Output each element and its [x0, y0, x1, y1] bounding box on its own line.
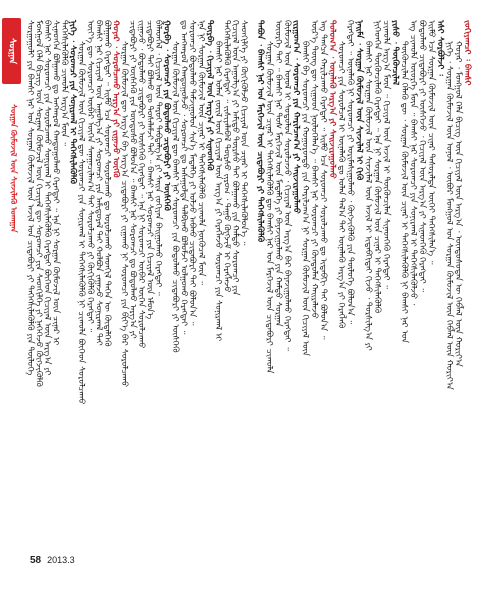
text-line: ᠳᠠᠪᠤᠨ ᠂ ᠪᠠᠭᠰᠢ ᠨᠠᠷ ᠤᠨ ᠮᠡᠷᠭᠡᠵᠢᠯ ᠦᠨ ᠴᠢᠳᠠᠪᠤᠷᠢ ᠶᠢ ᠳᠡᠭᠡᠭᠰᠢᠯᠡᠭᠦᠯᠬᠦ — [255, 20, 265, 243]
text-line: ᠪᠠᠭᠰᠢ ᠨᠠᠷ ᠰᠤᠷᠭᠠᠨ ᠬᠦᠮᠦᠵᠢᠯ ᠦᠨ ᠰᠢᠨᠵᠢᠯᠡᠯ ᠦᠨ ᠠᠵᠢᠯ ᠢ ᠢᠳᠡᠪᠬᠢᠲᠡᠢ ᠬᠢᠵᠦ ᠂ ᠲᠤᠷᠰᠢᠯᠭ᠎ᠠ ᠶᠢ — [363, 40, 373, 351]
text-column-right — [256, 20, 472, 540]
text-line: ᠦᠦᠷᠭᠡ ᠲᠡᠢ ᠃ ᠪᠠᠭᠰᠢ ᠨᠠᠷ ᠲᠤᠰ ᠮᠡᠷᠭᠡᠵᠢᠯ ᠦᠨ ᠮᠡᠳᠡᠯᠭᠡ ᠶᠢ ᠪᠠᠶᠠᠵᠢᠭᠤᠯᠬᠤ ᠶᠢᠨ ᠬᠠᠮᠲᠤ ᠰᠤᠷᠭᠠᠨ — [273, 20, 283, 327]
text-line: ᠡᠢᠮᠤ ᠡᠴᠡ ᠰᠤᠷᠭᠠᠨ ᠬᠦᠮᠦᠵᠢᠯ ᠦᠨ ᠴᠢᠨᠠᠷ ᠲᠠᠰᠤᠷᠠᠯᠲᠠ ᠦᠭᠡᠢ ᠳᠡᠭᠡᠭᠰᠢᠯᠡᠨ᠎ᠡ ᠃ — [426, 20, 436, 265]
text-line: ᠡᠩ ᠴᠢᠬᠤᠯᠠ ᠦᠦᠷᠭᠡ ᠮᠥᠨ ᠃ ᠪᠠᠭᠰᠢ ᠨᠠᠷ ᠰᠤᠷᠤᠭᠴᠢ ᠶᠢᠨ ᠰᠣᠨᠢᠷᠬᠠᠯ ᠢ ᠳᠡᠭᠡᠭᠰᠢᠯᠡᠭᠦᠯᠵᠦ ᠂ — [408, 20, 418, 306]
text-line: ᠳᠡᠭᠡᠭᠰᠢᠯᠡᠭᠦᠯᠬᠦ ᠬᠡᠷᠡᠭᠲᠡᠢ ᠃ ᠵᠢᠱᠢᠶᠡᠯᠡᠪᠡᠯ ᠳᠦᠷᠰᠦ ᠵᠢᠷᠤᠭ ᠂ ᠳᠠᠭᠤ ᠬᠥᠭᠵᠢᠮ ᠢ ᠬᠡᠷᠡᠭᠯᠡᠵᠦ — [221, 20, 232, 293]
page-footer — [30, 555, 75, 566]
text-line: ᠨᠢᠭᠡ ᠂ ᠰᠤᠷᠭᠠᠨ ᠬᠦᠮᠦᠵᠢᠯ ᠦᠨ ᠣᠨᠣᠯ ᠂ ᠥᠪᠦᠷ ᠮᠣᠩᠭᠣᠯ ᠤᠨ ᠰᠤᠷᠭᠠᠨ ᠬᠦᠮᠦᠵᠢᠯ ᠦᠨ ᠬᠡᠪᠯᠡᠯ ᠦᠨ ᠬᠣᠷᠢᠶ᠎ᠠ — [444, 40, 454, 390]
text-line: ᠪᠠᠭᠰᠢ ᠨᠠᠷ ᠰᠤᠷᠤᠭᠴᠢ ᠶᠢᠨ ᠰᠤᠷᠤᠯᠴᠠᠬᠤ ᠰᠣᠨᠢᠷᠬᠠᠯ ᠢ ᠳᠡᠭᠡᠭᠰᠢᠯᠡᠭᠦᠯᠬᠦ ᠬᠡᠷᠡᠭᠲᠡᠢ ᠪᠥᠭᠡᠳ ᠬᠢᠴᠢᠶᠡᠯ ᠦᠨ ᠠᠷᠭ᠎ᠠ ᠶᠢ — [42, 20, 53, 376]
text-line: ᠡᠨᠡ ᠨᠢ ᠰᠤᠷᠭᠠᠨ ᠬᠦᠮᠦᠵᠢᠯ ᠦᠨ ᠴᠢᠨᠠᠷ ᠢ ᠳᠡᠭᠡᠭᠰᠢᠯᠡᠭᠦᠯᠬᠦ ᠴᠢᠬᠤᠯᠠ ᠨᠥᠬᠦᠴᠡᠯ ᠮᠥᠨ ᠃ — [195, 20, 206, 285]
text-line: ᠳᠣᠯᠣᠭ᠎ᠠ ᠂ ᠦᠨᠡᠯᠡᠬᠦ ᠠᠷᠭ᠎ᠠ ᠶᠢ ᠰᠠᠢᠵᠢᠷᠠᠭᠤᠯᠬᠤ — [327, 20, 337, 179]
text-line: ᠬᠣᠶᠠᠷ ᠂ ᠰᠤᠷᠤᠯᠴᠠᠬᠤ ᠠᠷᠭ᠎ᠠ ᠶᠢ ᠵᠢᠭᠠᠵᠤ ᠥᠭᠬᠦ — [110, 20, 121, 178]
text-line: ᠪᠣᠳᠤᠯᠬᠤ ᠴᠢᠳᠠᠪᠤᠷᠢ ᠶᠢ ᠥᠰᠬᠡᠵᠦ ᠂ ᠬᠢᠴᠢᠶᠡᠯ ᠦᠨ ᠠᠷᠭ᠎ᠠ ᠶᠢ ᠰᠢᠨᠡᠳᠭᠡᠬᠦ ᠬᠡᠷᠡᠭᠲᠡᠢ ᠃ — [417, 20, 427, 293]
text-line: ᠬᠢᠴᠢᠶᠡᠯ ᠦᠨ ᠠᠭᠤᠯᠭ᠎ᠠ ᠶᠢ ᠠᠮᠢᠳᠤ ᠳᠦᠷᠰᠦ ᠲᠠᠢ ᠪᠣᠯᠭᠠᠬᠤ ᠶᠢᠨ ᠬᠠᠮᠲᠤ ᠰᠤᠷᠤᠭᠴᠢ ᠶᠢᠨ — [229, 20, 240, 296]
text-line: ᠪᠠᠭᠰᠢ ᠨᠠᠷ ᠣᠯᠠᠨ ᠵᠦᠢᠯ ᠦᠨ ᠬᠢᠴᠢᠶᠡᠯ ᠦᠨ ᠠᠷᠭ᠎ᠠ ᠶᠢ ᠬᠡᠷᠡᠭᠯᠡᠵᠦ ᠰᠤᠷᠤᠭᠴᠢ ᠶᠢᠨ ᠰᠣᠨᠢᠷᠬᠠᠯ ᠢ — [212, 40, 223, 342]
text-line: ᠳᠥᠷᠪᠡ ᠂ ᠬᠢᠴᠢᠶᠡᠯ ᠦᠨ ᠠᠷᠭ᠎ᠠ ᠶᠢ ᠰᠢᠨᠡᠳᠭᠡᠬᠦ — [204, 20, 215, 171]
text-line: ᠪᠠᠭᠰᠢ ᠨᠠᠷ ᠬᠢᠴᠢᠶᠡᠯ ᠦᠨ ᠠᠭᠤᠯᠭ᠎ᠠ ᠶᠢ ᠰᠤᠷᠤᠭᠴᠢ ᠶᠢᠨ ᠠᠮᠢᠳᠤᠷᠠᠯ ᠲᠠᠢ ᠬᠣᠯᠪᠣᠨ ᠵᠠᠭᠠᠵᠤ ᠰᠣᠨᠢᠷᠬᠠᠯ ᠲᠠᠢ — [93, 20, 104, 346]
text-line: ᠰᠡᠳᠬᠢᠯᠭᠡ ᠶᠢ ᠬᠥᠬᠢᠭᠦᠯᠵᠦ ᠬᠢᠴᠢᠶᠡᠯ ᠦᠨ ᠴᠢᠨᠠᠷ ᠢ ᠳᠡᠭᠡᠭᠰᠢᠯᠡᠭᠦᠯᠦᠨ᠎ᠡ ᠃ — [238, 20, 249, 246]
text-line: ᠳᠡᠭᠡᠭᠰᠢᠯᠡᠭᠦᠯᠬᠦ ᠴᠢᠬᠤᠯᠠ ᠠᠷᠭ᠎ᠠ ᠮᠥᠨ ᠃ — [59, 20, 70, 146]
section-tab-label: ᠰᠤᠷᠭᠠᠨ — [6, 37, 17, 65]
text-line: ᠰᠤᠷᠭᠠᠨ ᠬᠦᠮᠦᠵᠢᠯ ᠦᠨ ᠴᠢᠨᠠᠷ ᠢ ᠳᠡᠭᠡᠭᠰᠢᠯᠡᠭᠦᠯᠬᠦ ᠳᠦ ᠪᠠᠭᠰᠢ ᠨᠠᠷ ᠤᠨ ᠮᠡᠷᠭᠡᠵᠢᠯ ᠦᠨ ᠴᠢᠳᠠᠪᠤᠷᠢ ᠴᠢᠬᠤᠯᠠ — [264, 40, 274, 374]
text-line: ᠮᠣᠩᠭᠣᠯ ᠬᠡᠯᠡ ᠪᠢᠴᠢᠭ ᠦᠨ ᠰᠤᠷᠭᠠᠨ ᠬᠦᠮᠦᠵᠢᠯ ᠦᠨ ᠬᠢᠴᠢᠶᠡᠯ ᠳᠦ ᠰᠤᠷᠤᠭᠴᠢ ᠶᠢᠨ ᠰᠡᠳᠬᠢᠯᠭᠡ ᠶᠢ ᠨᠡᠭᠡᠭᠡᠵᠦ ᠬᠥᠭᠵᠢᠭᠦᠯᠬᠦ — [33, 20, 44, 387]
text-line: ᠴᠢᠬᠤᠯᠠ ᠠᠷᠭ᠎ᠠ ᠮᠥᠨ ᠃ ᠬᠢᠴᠢᠶᠡᠯ ᠦᠨ ᠠᠵᠢᠯ ᠢ ᠳᠦᠭᠦᠨᠴᠢᠯᠡᠨ ᠰᠢᠨᠡᠳᠭᠡᠬᠦ ᠬᠡᠷᠡᠭᠲᠡᠢ ᠃ — [381, 20, 391, 289]
text-line: ᠬᠡᠷᠡᠭᠲᠡᠢ ᠃ ᠦᠨᠡᠯᠡᠬᠦ ᠨᠢ ᠰᠤᠷᠤᠭᠴᠢ ᠶᠢ ᠤᠷᠢᠮᠠᠰᠢᠭᠤᠯᠬᠤ ᠂ ᠬᠥᠭᠵᠢᠭᠦᠯᠬᠦ ᠶᠢᠨ ᠲᠥᠯᠦᠭᠡ ᠪᠣᠯᠤᠨ᠎ᠠ ᠃ — [345, 20, 355, 325]
text-line: ᠪᠣᠯᠭᠠᠬᠤ ᠬᠡᠷᠡᠭᠲᠡᠢ ᠃ ᠡᠢᠮᠤ ᠡᠴᠡ ᠰᠤᠷᠤᠭᠴᠢ ᠰᠤᠷᠤᠯᠴᠠᠬᠤ ᠳᠤ ᠣᠷᠣᠯᠴᠠᠬᠤ ᠰᠡᠳᠬᠢᠯ ᠲᠡᠭᠡᠨ ᠦ ᠬᠥᠳᠡᠯᠭᠡᠬᠦ — [101, 20, 112, 347]
text-line: ᠨᠢᠭᠡ ᠂ ᠰᠤᠷᠤᠭᠴᠢ ᠶᠢᠨ ᠰᠣᠨᠢᠷᠬᠠᠯ ᠢ ᠳᠡᠭᠡᠭᠰᠢᠯᠡᠭᠦᠯᠬᠦ — [67, 20, 78, 185]
journal-title: ᠰᠤᠷᠭᠠᠨ ᠬᠦᠮᠦᠵᠢᠯ ᠦᠨ ᠰᠢᠨᠵᠢᠯᠡᠬᠦ ᠤᠬᠠᠭᠠᠨ — [9, 104, 18, 233]
text-line: ᠰᠢᠨᠡᠳᠭᠡᠨ ᠪᠣᠯᠭᠠᠬᠤ ᠳᠤ ᠠᠨᠭᠬᠠᠷᠤᠯ ᠬᠠᠨᠳᠤᠭᠤᠯᠬᠤ ᠬᠡᠷᠡᠭᠲᠡᠢ ᠃ ᠡᠨᠡ ᠨᠢ ᠰᠤᠷᠭᠠᠨ ᠬᠦᠮᠦᠵᠢᠯ ᠦᠨ ᠴᠢᠨᠠᠷ ᠢ — [50, 20, 61, 346]
column-gutter — [251, 20, 252, 540]
text-line: ᠨᠢᠭᠡᠳᠭᠡᠨ ᠳᠦᠭᠦᠨᠴᠢᠯᠡᠬᠦ ᠬᠡᠷᠡᠭᠲᠡᠢ ᠃ ᠡᠨᠡ ᠨᠢ ᠰᠤᠷᠭᠠᠨ ᠬᠦᠮᠦᠵᠢᠯ ᠦᠨ ᠴᠢᠨᠠᠷ ᠢ ᠳᠡᠭᠡᠭᠰᠢᠯᠡᠭᠦᠯᠬᠦ — [372, 20, 382, 314]
text-line: ᠰᠤᠷᠤᠭᠴᠢ ᠶᠢᠨ ᠰᠤᠷᠤᠯᠴᠠᠯ ᠢ ᠦᠨᠡᠯᠡᠬᠦ ᠳᠤ ᠣᠯᠠᠨ ᠲᠠᠯ᠎ᠠ ᠲᠠᠢ ᠦᠨᠡᠯᠡᠬᠦ ᠠᠷᠭ᠎ᠠ ᠶᠢ ᠬᠡᠷᠡᠭᠯᠡᠬᠦ — [336, 40, 346, 329]
text-line: ᠵᠣᠬᠢᠶᠠᠭᠴᠢ ᠄ ᠪᠠᠭᠰᠢ — [462, 20, 472, 86]
text-column-left — [26, 20, 248, 540]
issue-number: 2013.3 — [47, 555, 75, 565]
text-line: ᠬᠦᠮᠦᠵᠢᠯ ᠦᠨ ᠣᠨᠣᠯ ᠢ ᠰᠤᠳᠤᠯᠤᠨ ᠰᠤᠷᠤᠯᠴᠠᠵᠤ ᠂ ᠬᠢᠴᠢᠶᠡᠯ ᠦᠨ ᠠᠷᠭ᠎ᠠ ᠪᠠᠷ ᠪᠠᠶᠠᠵᠢᠭᠤᠯᠬᠤ ᠬᠡᠷᠡᠭᠲᠡᠢ ᠃ — [282, 20, 292, 351]
text-line: ᠵᠢᠭᠠᠵᠤ ᠂ ᠪᠣᠳᠤᠯᠬᠤ ᠴᠢᠳᠠᠪᠤᠷᠢ ᠶᠢ ᠥᠰᠬᠡᠬᠦ ᠬᠡᠷᠡᠭᠲᠡᠢ ᠃ ᠡᠨᠡ ᠨᠢ ᠰᠤᠷᠤᠭᠴᠢ ᠥᠪᠡᠷ ᠦᠭᠡᠨ ᠰᠤᠷᠤᠯᠴᠠᠬᠤ — [136, 20, 146, 349]
text-line: ᠡᠩ ᠲᠡᠩᠴᠡ ᠬᠠᠷᠢᠯᠴᠠᠬᠤ ᠬᠡᠷᠡᠭᠲᠡᠢ ᠃ ᠡᠢᠮᠤ ᠡᠴᠡ ᠰᠤᠷᠤᠭᠴᠢ ᠰᠤᠷᠤᠯᠴᠠᠬᠤ ᠳᠤ ᠢᠳᠡᠪᠬᠢ ᠲᠠᠢ ᠪᠣᠯᠤᠨ᠎ᠠ ᠃ — [318, 20, 328, 340]
text-line: ᠶᠢᠰᠦ ᠂ ᠳᠦᠭᠦᠨᠴᠢᠯᠡᠯ — [390, 20, 400, 86]
text-line: ᠴᠢᠳᠠᠪᠤᠷᠢ ᠲᠠᠢ ᠪᠣᠯᠬᠤ ᠳᠤ ᠲᠤᠰᠠᠯᠠᠮᠵᠢ ᠲᠠᠢ ᠃ ᠪᠠᠭᠰᠢ ᠨᠠᠷ ᠰᠤᠷᠤᠭᠴᠢ ᠶᠢᠨ ᠬᠢᠴᠢᠶᠡᠯ ᠦᠨ ᠡᠮᠦᠨ᠎ᠡ — [144, 20, 155, 320]
text-column-right-lines — [256, 20, 472, 540]
edge-strip — [0, 0, 22, 610]
text-line: ᠪᠠᠭᠰᠢ ᠪᠠ ᠰᠤᠷᠤᠭᠴᠢ ᠶᠢᠨ ᠬᠣᠭᠣᠷᠣᠨᠳᠤ ᠶᠢᠨ ᠬᠠᠷᠢᠯᠴᠠᠭ᠎ᠠ ᠨᠢ ᠰᠤᠷᠭᠠᠨ ᠬᠦᠮᠦᠵᠢᠯ ᠦᠨ ᠬᠢᠴᠢᠶᠡᠯ ᠦᠨ — [300, 40, 310, 356]
text-line: ᠰᠤᠷᠭᠠᠨ ᠬᠦᠮᠦᠵᠢᠯ ᠳᠦ ᠠᠷᠭ᠎ᠠ ᠪᠠ ᠠᠷᠭ᠎ᠠ ᠴᠢᠳᠠᠪᠤᠷᠢ ᠶᠢ ᠵᠢᠭᠠᠬᠤ ᠨᠢ ᠰᠤᠷᠤᠭᠴᠢ ᠶᠢᠨ ᠪᠢᠶ᠎ᠡ ᠪᠡᠷ ᠰᠤᠷᠤᠯᠴᠠᠬᠤ — [118, 40, 129, 387]
text-line: ᠭᠤᠷᠪᠠ ᠂ ᠰᠤᠷᠤᠭᠴᠢ ᠶᠢᠨ ᠪᠣᠳᠤᠯᠬᠤ ᠴᠢᠳᠠᠪᠤᠷᠢ ᠶᠢ ᠥᠰᠬᠡᠬᠦ — [161, 20, 172, 211]
text-line: ᠰᠤᠷᠭᠠᠨ ᠬᠦᠮᠦᠵᠢᠯ ᠦᠨ ᠬᠢᠴᠢᠶᠡᠯ ᠳᠦ ᠪᠠᠭᠰᠢ ᠨᠠᠷ ᠰᠤᠷᠤᠭᠴᠢ ᠶᠢᠨ ᠪᠣᠳᠤᠯᠬᠤ ᠴᠢᠳᠠᠪᠤᠷᠢ ᠶᠢ ᠥᠰᠬᠡᠬᠦ — [170, 40, 181, 353]
text-line: ᠳᠤ ᠠᠨᠭᠬᠠᠷᠤᠯ ᠬᠠᠨᠳᠤᠭᠤᠯᠵᠤ ᠂ ᠰᠤᠷᠤᠭᠴᠢ ᠳᠤ ᠠᠰᠠᠭᠤᠯᠲᠠ ᠲᠠᠯᠪᠢᠬᠤ ᠪᠣᠯᠣᠮᠵᠢ ᠣᠯᠭᠣᠬᠤ ᠬᠡᠷᠡᠭᠲᠡᠢ ᠃ — [178, 20, 189, 335]
text-line: ᠵᠢᠷᠭᠤᠭ᠎ᠠ ᠂ ᠰᠤᠷᠤᠭᠴᠢ ᠶᠢᠨ ᠬᠠᠷᠢᠯᠴᠠᠭ᠎ᠠ ᠶᠢ ᠰᠠᠢᠵᠢᠷᠠᠭᠤᠯᠬᠤ — [291, 20, 301, 214]
text-line: ᠦᠷ᠎ᠡ ᠳᠦᠩ ᠳᠦ ᠰᠢᠭᠤᠳ ᠨᠥᠯᠦᠭᠡᠯᠡᠨ᠎ᠡ ᠃ ᠪᠠᠭᠰᠢ ᠨᠠᠷ ᠰᠤᠷᠤᠭᠴᠢ ᠶᠢ ᠬᠦᠨᠳᠦᠯᠡᠨ ᠬᠠᠢᠷᠠᠯᠠᠵᠤ — [309, 20, 319, 319]
text-line: ᠡᠰᠢ ᠰᠤᠷᠪᠤᠯᠵᠢ ᠄ — [435, 20, 445, 76]
text-line: ᠬᠣᠶᠠᠷ ᠂ ᠮᠣᠩᠭᠣᠯ ᠬᠡᠯᠡ ᠪᠢᠴᠢᠭ ᠦᠨ ᠬᠢᠴᠢᠶᠡᠯ ᠦᠨ ᠠᠷᠭ᠎ᠠ ᠂ ᠦᠨᠳᠦᠰᠦᠲᠡᠨ ᠦ ᠬᠡᠪᠯᠡᠯ ᠦᠨ ᠬᠣᠷᠢᠶ᠎ᠠ — [453, 40, 463, 367]
text-line: ᠪᠡᠯᠡᠳᠬᠡᠯ ᠂ ᠬᠢᠴᠢᠶᠡᠯ ᠦᠨ ᠳᠠᠷᠤᠢ ᠳᠠᠪᠲᠠᠯᠭ᠎ᠠ ᠶᠢ ᠰᠠᠢᠨ ᠵᠣᠬᠢᠶᠠᠨ ᠪᠠᠢᠭᠤᠯᠬᠤ ᠬᠡᠷᠡᠭᠲᠡᠢ ᠃ — [153, 20, 164, 296]
text-line: ᠦᠶ᠎ᠡ ᠳᠦ ᠰᠤᠷᠤᠭᠴᠢ ᠥᠪᠡᠷ ᠦᠭᠡᠨ ᠰᠠᠨᠠᠭᠠᠴᠢᠯᠠᠭ᠎ᠠ ᠲᠠᠢ ᠰᠤᠷᠤᠯᠴᠠᠬᠤ ᠶᠢ ᠬᠥᠬᠢᠭᠦᠯᠬᠦ ᠬᠡᠷᠡᠭᠲᠡᠢ ᠃ — [84, 20, 95, 333]
section-tab — [2, 18, 21, 84]
text-column-left-lines — [26, 20, 248, 540]
text-line: ᠰᠤᠷᠭᠠᠭᠤᠯᠢ ᠶᠢᠨ ᠪᠠᠭᠰᠢ ᠨᠠᠷ ᠤᠨ ᠰᠤᠷᠭᠠᠨ ᠬᠦᠮᠦᠵᠢᠯ ᠦᠨ ᠠᠵᠢᠯ ᠤᠨ ᠴᠢᠳᠠᠪᠤᠷᠢ ᠶᠢ ᠳᠡᠭᠡᠭᠰᠢᠯᠡᠭᠦᠯᠬᠦ ᠶᠢᠨ ᠲᠥᠯᠦᠭᠡ — [25, 20, 35, 376]
text-line: ᠴᠢᠳᠠᠪᠤᠷᠢ ᠶᠢ ᠥᠰᠬᠡᠬᠦ ᠶᠢᠨ ᠦᠨᠳᠦᠰᠦ ᠪᠣᠯᠤᠨ᠎ᠠ ᠃ ᠪᠠᠭᠰᠢ ᠨᠠᠷ ᠰᠤᠷᠤᠭᠴᠢ ᠳᠤ ᠪᠣᠳᠤᠯᠬᠤ ᠠᠷᠭ᠎ᠠ ᠶᠢ — [127, 20, 138, 339]
text-line: ᠳᠦᠭᠦᠨᠴᠢᠯᠡᠨ ᠬᠡᠯᠡᠬᠦ ᠳᠦ ᠂ ᠰᠤᠷᠭᠠᠨ ᠬᠦᠮᠦᠵᠢᠯ ᠦᠨ ᠴᠢᠨᠠᠷ ᠢ ᠳᠡᠭᠡᠭᠰᠢᠯᠡᠭᠦᠯᠬᠦ ᠨᠢ ᠪᠠᠭᠰᠢ ᠨᠠᠷ ᠤᠨ — [399, 40, 409, 343]
page-number: 58 — [30, 555, 42, 566]
text-line: ᠨᠠᠢᠮᠠ ᠂ ᠰᠤᠷᠭᠠᠨ ᠬᠦᠮᠦᠵᠢᠯ ᠦᠨ ᠰᠢᠨᠵᠢᠯᠡᠯ ᠢ ᠬᠢᠬᠦ — [354, 20, 364, 181]
text-line: ᠰᠤᠷᠤᠭᠴᠢ ᠪᠣᠳᠤᠯᠬᠤ ᠳᠠᠮᠵᠢᠭᠤᠯᠤᠨ ᠰᠢᠨ᠎ᠡ ᠮᠡᠳᠡᠯᠭᠡ ᠶᠢ ᠣᠯᠵᠤ ᠠᠪᠬᠤ ᠴᠢᠳᠠᠪᠤᠷᠢ ᠲᠠᠢ ᠪᠣᠯᠤᠨ᠎ᠠ ᠃ — [187, 20, 198, 326]
text-line: ᠰᠤᠷᠭᠠᠨ ᠬᠦᠮᠦᠵᠢᠯ ᠦᠨ ᠬᠢᠴᠢᠶᠡᠯ ᠳᠦ ᠰᠤᠷᠤᠭᠴᠢ ᠶᠢᠨ ᠰᠣᠨᠢᠷᠬᠠᠯ ᠢ ᠳᠡᠭᠡᠭᠰᠢᠯᠡᠭᠦᠯᠬᠦ ᠨᠢ ᠴᠢᠬᠤᠯᠠ ᠪᠥᠭᠡᠳ ᠰᠤᠷᠤᠯᠴᠠᠬᠤ — [76, 40, 87, 405]
